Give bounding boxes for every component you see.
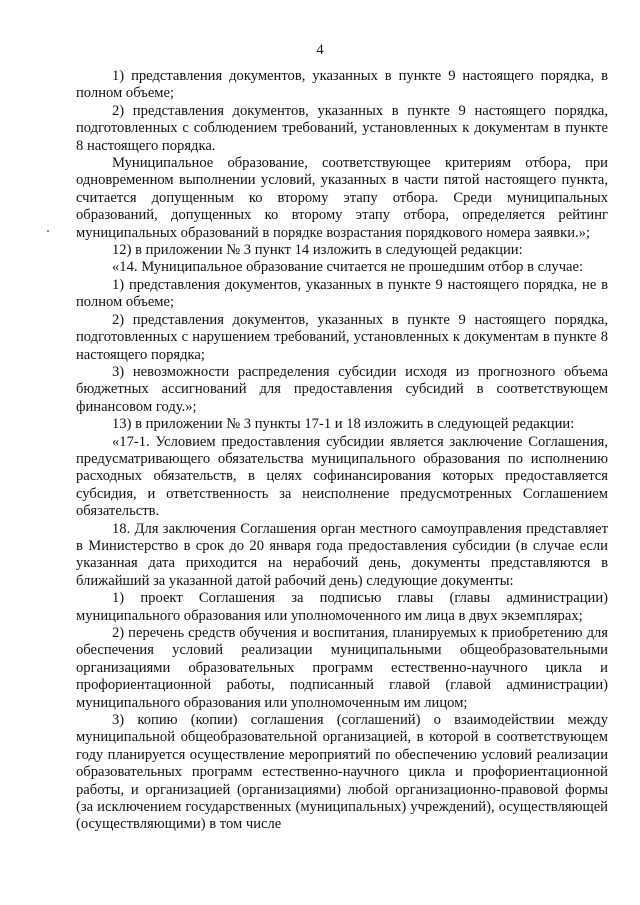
paragraph: 12) в приложении № 3 пункт 14 изложить в следующей редакции:: [112, 242, 523, 259]
paragraph: «14. Муниципальное образование считается не прошедшим отбор в случае:: [112, 259, 584, 276]
paragraph: 13) в приложении № 3 пункты 17-1 и 18 изложить в следующей редакции:: [112, 416, 575, 433]
paragraph: 3) копию (копии) соглашения (соглашений) о взаимодействии между муниципальной общеобразовательной организацией, в которой в соответствующем году планируется осуществление мероприятий по обеспечению условий реализации образовательных программ естественно-научного цикла и профориентационной работы, и организацией (организациями) любой организационно-правовой формы (за исключением государственных (муниципальных) учреждений), осуществляющей (осуществляющими) в том числе: [76, 712, 608, 833]
page-number: 4: [316, 42, 324, 58]
paragraph: 2) перечень средств обучения и воспитания, планируемых к приобретению для обеспечения условий реализации муниципальными общеобразовательными организациями образовательных программ естественно-научного цикла и профориентационной работы, подписанный главой (главой администрации) муниципального образования или уполномоченным им лицом;: [76, 625, 608, 711]
paragraph: 2) представления документов, указанных в пункте 9 настоящего порядка, подготовленных с соблюдением требований, установленных к документам в пункте 8 настоящего порядка.: [76, 102, 608, 154]
paragraph: 1) представления документов, указанных в пункте 9 настоящего порядка, в полном объеме;: [76, 68, 608, 102]
paragraph: 1) проект Соглашения за подписью главы (главы администрации) муниципального образования или уполномоченного им лица в двух экземплярах;: [76, 590, 608, 624]
paragraph: 3) невозможности распределения субсидии исходя из прогнозного объема бюджетных ассигнований для предоставления субсидий в соответствующем финансовом году.»;: [76, 363, 608, 415]
paragraph: 18. Для заключения Соглашения орган местного самоуправления представляет в Министерство в срок до 20 января года предоставления субсидии (в случае если указанная дата приходится на нерабочий день, документы представляются в ближайший за указанной датой рабочий день) следующие документы:: [76, 520, 608, 589]
paragraph: 1) представления документов, указанных в пункте 9 настоящего порядка, не в полном объеме;: [76, 276, 608, 311]
paragraph: Муниципальное образование, соответствующее критериям отбора, при одновременном выполнении условий, указанных в части пятой настоящего пункта, считается допущенным ко второму этапу отбора. Среди муниципальных образований, допущенных ко второму этапу отбора, определяется рейтинг муниципальных образований в порядке возрастания порядкового номера заявки.»;: [76, 155, 608, 241]
document-body: [76, 68, 608, 834]
scan-speck: [47, 230, 49, 232]
paragraph: «17-1. Условием предоставления субсидии является заключение Соглашения, предусматривающего обязательства муниципального образования по исполнению расходных обязательств, в целях софинансирования которых предоставляется субсидия, и ответственность за неисполнение предусмотренных Соглашением обязательств.: [76, 433, 608, 520]
paragraph: 2) представления документов, указанных в пункте 9 настоящего порядка, подготовленных с нарушением требований, установленных к документам в пункте 8 настоящего порядка;: [76, 311, 608, 363]
